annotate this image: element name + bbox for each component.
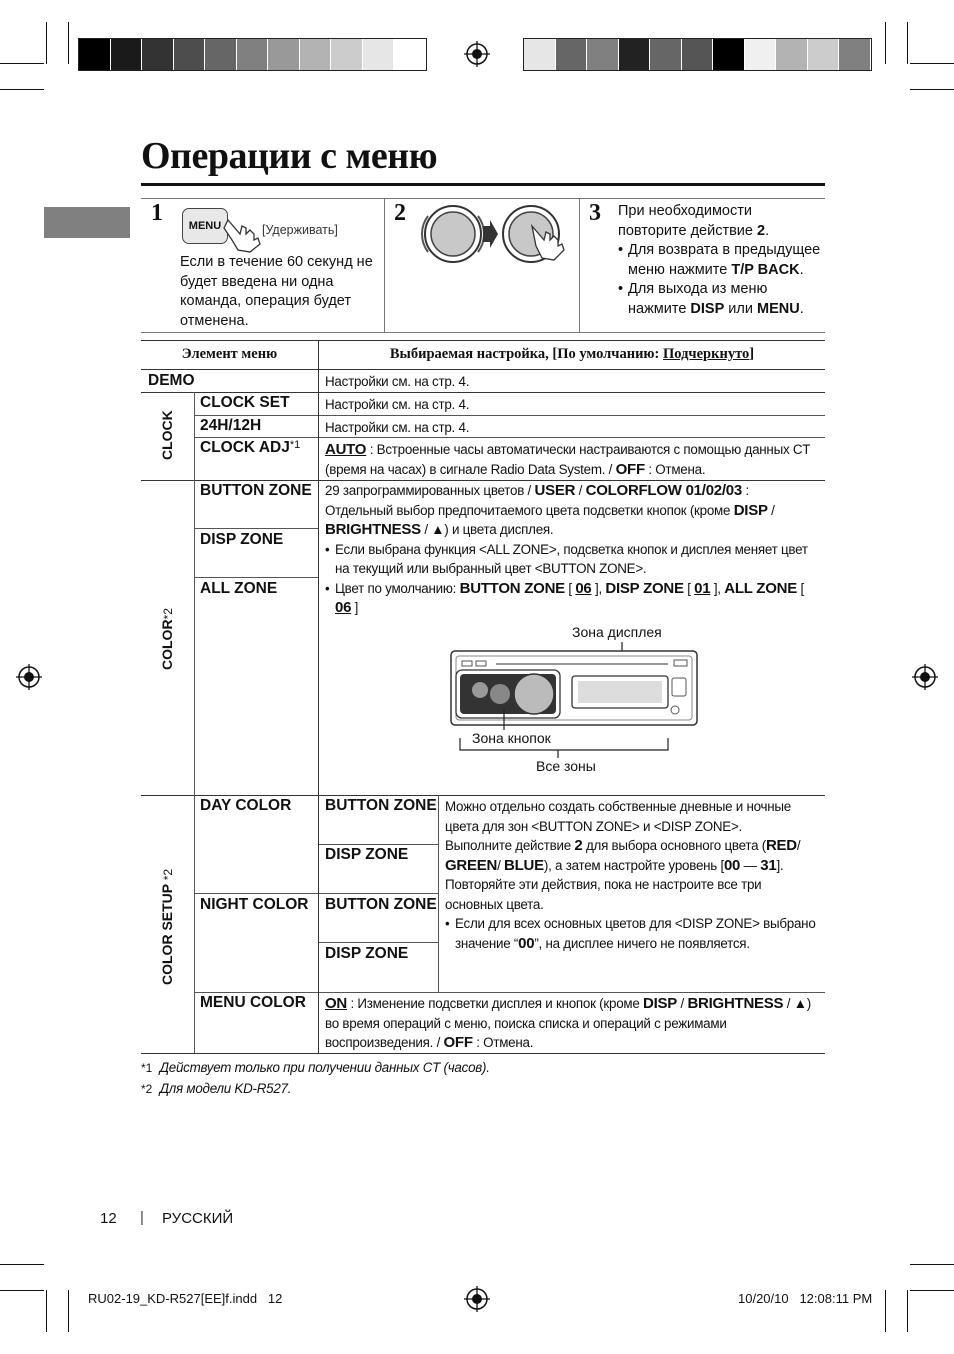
header-item: Элемент меню [181,346,278,362]
crop-mark [0,63,44,64]
sub-item-disp-zone: DISP ZONE [325,945,409,962]
group-color [159,608,175,670]
text: *2 [141,1081,153,1096]
text: BUTTON ZONE [459,579,565,597]
color-swatch [174,39,206,70]
crop-mark [885,22,886,64]
text: *1 [141,1061,153,1075]
divider [194,528,318,529]
color-swatch [394,39,426,70]
footer-filename: RU02-19_KD-R527[EE]f.indd 12 [88,1291,283,1306]
divider [318,844,438,845]
text: 31 [760,856,777,874]
crop-mark [68,1290,69,1332]
divider [194,415,825,416]
label-button-zone: Зона кнопок [472,730,551,746]
color-swatch [808,39,840,70]
text: COLOR SETUP [159,884,175,985]
crop-mark [0,89,44,90]
step3-text: При необходимости повторите действие 2. • Для возврата в предыдущее меню нажмите T/P BACK. • Для выхода из меню нажмите DISP или MENU. [618,203,821,317]
divider [141,198,825,199]
text: Для выхода из меню нажмите [628,281,768,317]
text: 2 [574,837,583,854]
menu-item-all-zone: ALL ZONE [200,580,278,597]
text: RED [765,837,797,854]
crop-mark [68,22,69,64]
menu-item-24h: 24H/12H [200,417,262,434]
group-color-setup [159,869,175,985]
color-swatch [619,39,651,70]
text: Цвет по умолчанию: [335,580,460,596]
crop-mark [910,89,954,90]
color-swatch [205,39,237,70]
menu-button-icon: MENU [182,208,228,244]
divider [318,942,438,943]
crop-mark [46,22,47,64]
text: / [497,857,505,873]
text: ]. [776,857,784,873]
text: / [677,996,688,1011]
sub-item-button-zone: BUTTON ZONE [325,896,437,913]
divider [141,340,825,341]
text: : Встроенные часы автоматически настраиваются с помощью данных CT (время на часах) в сигнале Radio Data System. / [325,442,810,477]
text: *2 [161,608,175,620]
divider [194,795,195,1053]
text: T/P BACK [731,261,800,278]
registration-mark-icon [464,1286,490,1312]
grayscale-bar-left [78,38,427,71]
text: — [740,857,761,873]
color-swatch [713,39,745,70]
footer-language: РУССКИЙ [162,1210,234,1227]
text: Действует только при получении данных CT (часов). [159,1060,490,1075]
registration-mark-icon [912,664,938,690]
color-swatch [111,39,143,70]
menu-item-menu-color: MENU COLOR [200,994,306,1011]
text: OFF [443,1034,473,1051]
step-number: 2 [394,200,406,226]
page-number: 12 [100,1210,117,1227]
divider [438,795,439,992]
text: : Отмена. [644,461,706,477]
menu-item-button-zone: BUTTON ZONE [200,482,312,499]
language-tab [44,207,130,238]
text: DISP [690,300,725,317]
divider [194,577,318,578]
setting-text [325,994,823,1053]
divider [141,332,825,333]
crop-mark [910,1290,954,1291]
text: BLUE [504,856,544,874]
color-swatch [524,39,556,70]
title-rule [141,183,825,186]
text: 06 [575,579,592,597]
divider [141,1053,825,1054]
text: для выбора основного цвета ( [582,838,766,853]
text: Выбираемая настройка, [По умолчанию: [389,346,663,362]
color-swatch [331,39,363,70]
text: Если для всех основных цветов для <DISP ZONE> выбрано значение “ [455,916,816,951]
text: 00 [518,934,535,952]
crop-mark [0,1264,44,1265]
crop-mark [910,63,954,64]
divider [194,437,825,438]
setting-text: Настройки см. на стр. 4. [325,420,470,435]
text: AUTO [325,441,367,458]
divider [141,369,825,370]
text: 06 [335,599,352,616]
menu-item-clock-adj [200,439,300,457]
color-swatch [300,39,332,70]
color-setting-text: 29 запрограммированных цветов / USER / COLORFLOW 01/02/03 : Отдельный выбор предпочитаемого цвета подсветки кнопок (кроме DISP / BRIGHTNESS / ▲) и цвета дисплея. • Если выбрана функция <ALL ZONE>, подсветка кнопок и дисплея меняет цвет на текущий или выбранный цвет <BUTTON ZONE>. • Цвет по умолчанию: BUTTON ZONE [ 06 ], DISP ZONE [ 01 ], ALL ZONE [ 06 ] [325,481,820,618]
text: : Изменение подсветки дисплея и кнопок (кроме [347,996,644,1011]
text: COLOR [159,619,175,670]
group-clock: CLOCK [159,410,175,460]
sub-item-button-zone: BUTTON ZONE [325,797,437,814]
color-swatch [839,39,871,70]
text: DISP [643,995,678,1012]
divider [318,340,319,1053]
text: Для модели KD-R527. [159,1080,292,1096]
setting-text: Настройки см. на стр. 4. [325,374,470,389]
color-swatch [776,39,808,70]
registration-mark-icon [16,664,42,690]
text: : Отмена. [472,1035,534,1050]
step-number: 3 [589,200,601,226]
divider [194,893,438,894]
text: MENU [756,300,800,317]
text: 29 запрограммированных цветов / [325,483,535,498]
text: При необходимости повторите действие [618,203,757,239]
text: COLORFLOW 01/02/03 [585,482,742,499]
menu-item-demo: DEMO [148,372,195,389]
text: 00 [723,856,741,874]
crop-mark [885,1290,886,1332]
divider [579,198,580,332]
divider [141,392,825,393]
divider [194,392,195,480]
color-swatch [363,39,395,70]
registration-mark-icon [464,41,490,67]
divider [194,480,195,795]
text: . [799,261,804,278]
hand-press-icon [220,214,264,254]
control-dial-icon [420,202,576,266]
crop-mark [907,22,908,64]
text: Выполните действие [445,838,575,853]
text: . [799,300,804,317]
text: Повторяйте эти действия, пока не настроите все три основных цвета. [445,877,762,912]
setting-text: Настройки см. на стр. 4. [325,397,470,412]
text: *2 [161,868,175,881]
color-swatch [587,39,619,70]
divider [141,795,825,796]
text: DISP [733,501,768,519]
text: ] [749,346,755,362]
text: 2 [757,222,766,239]
color-swatch [237,39,269,70]
text: BRIGHTNESS [325,521,421,538]
text: OFF [615,460,645,478]
text: DISP ZONE [605,579,684,597]
text: USER [534,482,576,499]
divider [384,198,385,332]
text: Для возврата в предыдущее меню нажмите [628,242,821,278]
crop-mark [46,1290,47,1332]
text: ), а затем настройте уровень [ [543,857,724,873]
menu-item-night-color: NIGHT COLOR [200,896,309,913]
color-swatch [268,39,300,70]
color-swatch [745,39,777,70]
color-swatch [682,39,714,70]
text: GREEN [445,856,498,874]
text: *1 [289,439,301,451]
text: ALL ZONE [724,579,797,597]
footer-separator: | [140,1209,144,1226]
menu-item-disp-zone: DISP ZONE [200,531,284,548]
text: BRIGHTNESS [687,995,784,1012]
text: Подчеркнуто [662,346,750,362]
text: Можно отдельно создать собственные дневные и ночные цвета для зон <BUTTON ZONE> и <DISP ZONE>. [445,799,791,834]
text: / ▲) и цвета дисплея. [420,522,554,537]
sub-item-disp-zone: DISP ZONE [325,846,409,863]
setting-text [325,440,820,479]
page-title: Операции с меню [141,135,438,177]
text: Если выбрана функция <ALL ZONE>, подсветка кнопок и дисплея меняет цвет на текущий или выбранный цвет <BUTTON ZONE>. [335,541,808,576]
text: / [575,483,586,498]
color-swatch [556,39,588,70]
text: / [796,838,801,853]
footnotes [141,1058,490,1099]
header-setting [319,346,825,363]
text: / [767,502,775,518]
text: или [724,300,757,317]
color-swatch [79,39,111,70]
divider [194,992,825,993]
text: ON [325,995,347,1012]
crop-mark [0,1290,44,1291]
step-number: 1 [151,200,163,226]
hold-label: [Удерживать] [262,223,338,237]
grayscale-bar-right [523,38,872,71]
step1-text: Если в течение 60 секунд не будет введена ни одна команда, операция будет отменена. [180,254,373,329]
crop-mark [910,1264,954,1265]
text: : Отдельный выбор предпочитаемого цвета подсветки кнопок (кроме [325,483,749,518]
text: ”, на дисплее ничего не появляется. [534,935,750,951]
label-display-zone: Зона дисплея [572,624,662,640]
menu-item-clock-set: CLOCK SET [200,394,290,411]
menu-item-day-color: DAY COLOR [200,797,292,814]
label-all-zones: Все зоны [536,758,596,774]
text: . [765,222,770,239]
color-swatch [650,39,682,70]
footer-date: 10/20/10 12:08:11 PM [738,1291,873,1306]
text: / ▲) во время операций с меню, поиска списка и операций с режимами воспроизведения. / [325,996,811,1050]
color-swatch [142,39,174,70]
text: CLOCK ADJ [200,439,290,456]
crop-mark [907,1290,908,1332]
setup-setting-text: Можно отдельно создать собственные дневные и ночные цвета для зон <BUTTON ZONE> и <DISP ZONE>. Выполните действие 2 для выбора основного цвета (RED/ GREEN/ BLUE), а затем настройте уровень [00 — 31]. Повторяйте эти действия, пока не настроите все три основных цвета. • Если для всех основных цветов для <DISP ZONE> выбрано значение “00”, на дисплее ничего не появляется. [445,797,821,953]
text: 01 [694,579,711,597]
